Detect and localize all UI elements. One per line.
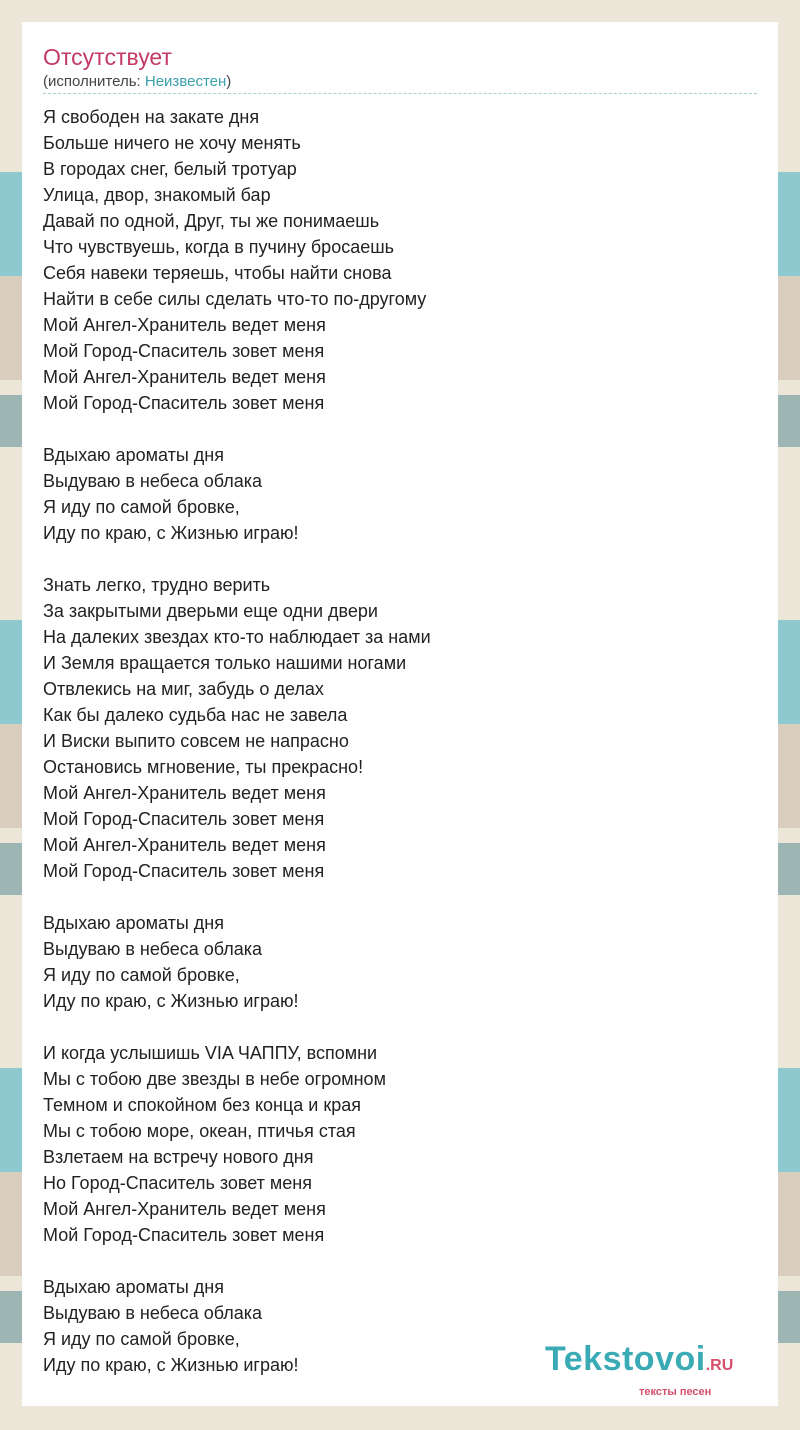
lyric-line: Мой Город-Спаситель зовет меня [43, 809, 325, 829]
artist-link[interactable]: Неизвестен [144, 73, 227, 90]
lyric-line: Выдуваю в небеса облака [43, 1303, 263, 1323]
lyric-line: Мы с тобою две звезды в небе огромном [43, 1069, 386, 1089]
lyric-line: За закрытыми дверьми еще одни двери [43, 601, 378, 621]
logo-brand: Tekstovoi [545, 1340, 706, 1378]
lyric-line: И Земля вращается только нашими ногами [43, 653, 407, 673]
lyric-line: Вдыхаю ароматы дня [43, 1277, 224, 1297]
lyric-line: Мой Ангел-Хранитель ведет меня [43, 1199, 326, 1219]
artist-prefix: (исполнитель: [43, 73, 145, 90]
lyric-line: Мой Город-Спаситель зовет меня [43, 1225, 325, 1245]
stanza-break [43, 416, 431, 442]
lyric-line: Иду по краю, с Жизнью играю! [43, 1355, 299, 1375]
lyric-line: Мой Город-Спаситель зовет меня [43, 341, 325, 361]
logo-tagline: тексты песен [639, 1386, 712, 1398]
lyric-line: Как бы далеко судьба нас не завела [43, 705, 348, 725]
lyric-line: Иду по краю, с Жизнью играю! [43, 523, 299, 543]
lyric-line: Себя навеки теряешь, чтобы найти снова [43, 263, 392, 283]
lyric-line: Мой Ангел-Хранитель ведет меня [43, 315, 326, 335]
site-logo[interactable] [545, 1340, 734, 1398]
lyric-line: Выдуваю в небеса облака [43, 471, 263, 491]
title-divider [43, 93, 757, 94]
lyric-line: Но Город-Спаситель зовет меня [43, 1173, 312, 1193]
artist-line [43, 73, 231, 91]
lyric-line: Знать легко, трудно верить [43, 575, 271, 595]
stanza-break [43, 884, 431, 910]
lyric-line: Улица, двор, знакомый бар [43, 185, 271, 205]
lyric-line: И Виски выпито совсем не напрасно [43, 731, 349, 751]
lyric-line: Вдыхаю ароматы дня [43, 445, 224, 465]
lyric-line: Мой Ангел-Хранитель ведет меня [43, 367, 326, 387]
logo-domain: .RU [705, 1357, 734, 1374]
lyric-line: Найти в себе силы сделать что-то по-другому [43, 289, 427, 309]
lyric-line: И когда услышишь VIA ЧАППУ, вспомни [43, 1043, 378, 1063]
lyric-line: Остановись мгновение, ты прекрасно! [43, 757, 364, 777]
lyric-line: Мой Ангел-Хранитель ведет меня [43, 783, 326, 803]
stanza-break [43, 546, 431, 572]
lyric-line: Вдыхаю ароматы дня [43, 913, 224, 933]
lyric-line: Мой Город-Спаситель зовет меня [43, 861, 325, 881]
lyric-line: Что чувствуешь, когда в пучину бросаешь [43, 237, 395, 257]
lyrics-card [22, 22, 778, 1406]
lyric-line: На далеких звездах кто-то наблюдает за нами [43, 627, 431, 647]
lyric-line: Я иду по самой бровке, [43, 965, 240, 985]
lyric-line: Я иду по самой бровке, [43, 497, 240, 517]
lyric-line: В городах снег, белый тротуар [43, 159, 297, 179]
lyric-line: Взлетаем на встречу нового дня [43, 1147, 314, 1167]
lyric-line: Мой Ангел-Хранитель ведет меня [43, 835, 326, 855]
lyric-line: Мой Город-Спаситель зовет меня [43, 393, 325, 413]
lyric-line: Выдуваю в небеса облака [43, 939, 263, 959]
lyric-line: Темном и спокойном без конца и края [43, 1095, 362, 1115]
lyric-line: Больше ничего не хочу менять [43, 133, 301, 153]
lyric-line: Мы с тобою море, океан, птичья стая [43, 1121, 356, 1141]
stanza-break [43, 1014, 431, 1040]
stanza-break [43, 1248, 431, 1274]
lyric-line: Я иду по самой бровке, [43, 1329, 240, 1349]
lyric-line: Отвлекись на миг, забудь о делах [43, 679, 324, 699]
lyrics-body [43, 104, 431, 1378]
artist-suffix: ) [226, 73, 232, 90]
lyric-line: Иду по краю, с Жизнью играю! [43, 991, 299, 1011]
song-title: Отсутствует [43, 44, 172, 70]
lyric-line: Я свободен на закате дня [43, 107, 260, 127]
lyric-line: Давай по одной, Друг, ты же понимаешь [43, 211, 380, 231]
